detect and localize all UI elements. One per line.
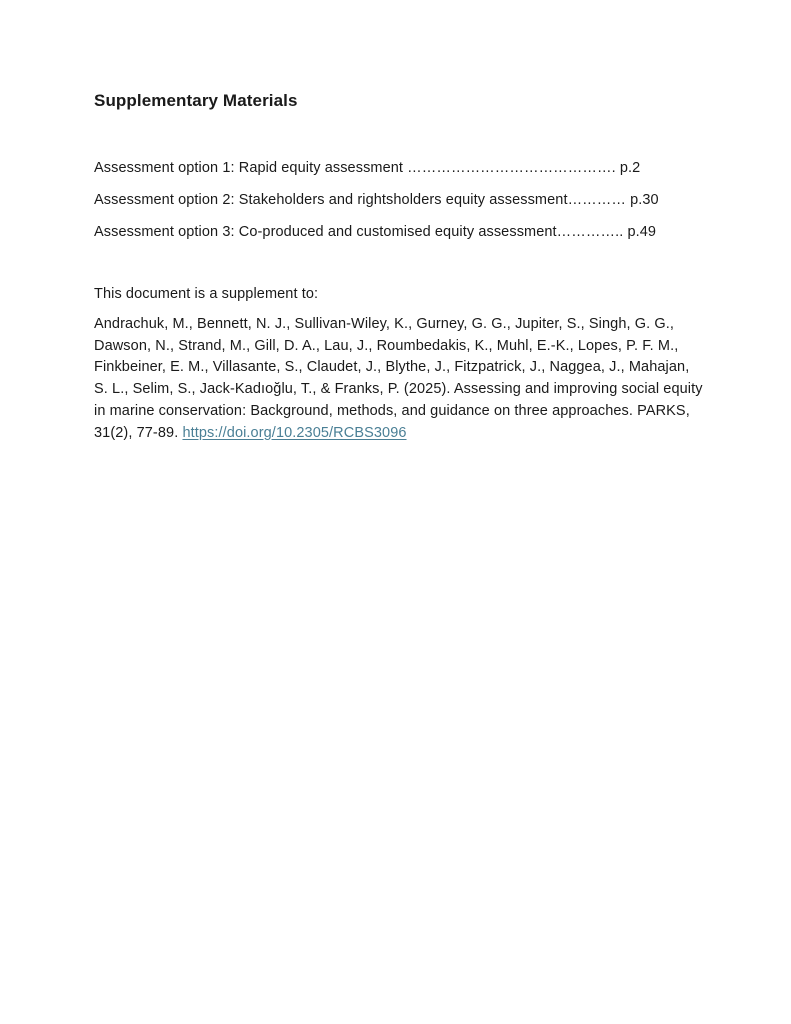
citation-paragraph [94,314,706,444]
page-title: Supplementary Materials [94,91,298,110]
toc-entry-assessment-option-2: Assessment option 2: Stakeholders and rightsholders equity assessment………… p.30 [94,192,659,208]
supplement-note: This document is a supplement to: [94,286,319,302]
toc-entry-assessment-option-3: Assessment option 3: Co-produced and customised equity assessment………….. p.49 [94,224,657,240]
doi-link[interactable]: https://doi.org/10.2305/RCBS3096 [182,424,407,441]
table-of-contents [94,160,703,241]
toc-entry-assessment-option-1: Assessment option 1: Rapid equity assessment ……………………………………. p.2 [94,160,641,176]
citation-text: Andrachuk, M., Bennett, N. J., Sullivan-Wiley, K., Gurney, G. G., Jupiter, S., Singh, G. G., Dawson, N., Strand, M., Gill, D. A., Lau, J., Roumbedakis, K., Muhl, E.-K., Lopes, P. F. M., Finkbeiner, E. M., Villasante, S., Claudet, J., Blythe, J., Fitzpatrick, J., Naggea, J., Mahajan, S. L., Selim, S., Jack-Kadıoğlu, T., & Franks, P. (2025). Assessing and improving social equity in marine conservation: Background, methods, and guidance on three approaches. PARKS, 31(2), 77-89. [94,316,703,441]
